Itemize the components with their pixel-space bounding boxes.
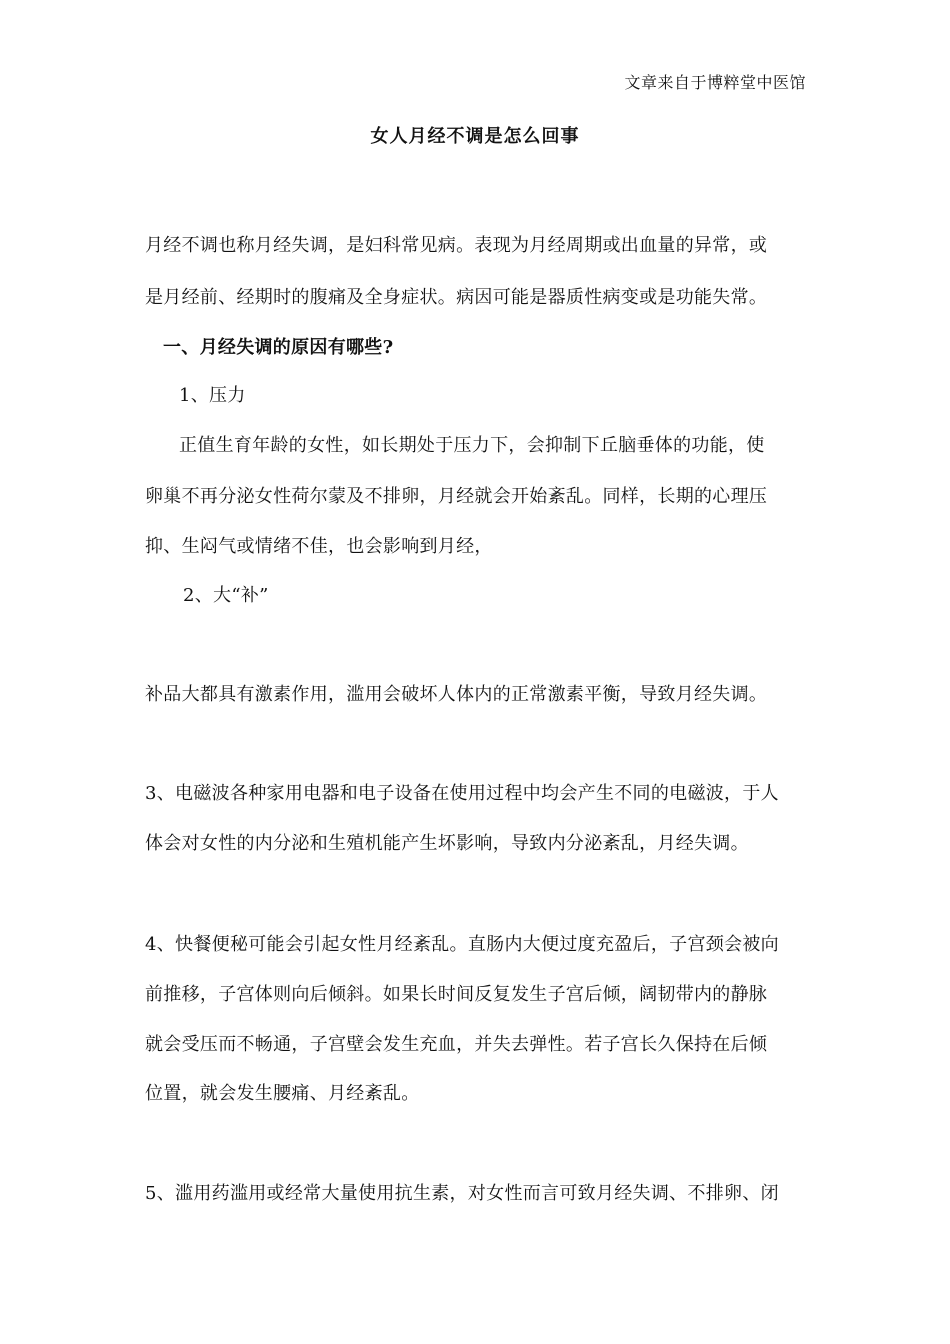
body-line: 3、电磁波各种家用电器和电子设备在使用过程中均会产生不同的电磁波，于人 — [145, 783, 779, 804]
body-line: 4、快餐便秘可能会引起女性月经紊乱。直肠内大便过度充盈后，子宫颈会被向 — [145, 934, 779, 955]
subheading: 2、大“补” — [183, 585, 269, 606]
subheading: 1、压力 — [179, 385, 246, 406]
document-title: 女人月经不调是怎么回事 — [370, 126, 580, 147]
body-line: 补品大都具有激素作用，滥用会破坏人体内的正常激素平衡，导致月经失调。 — [145, 684, 768, 705]
body-line: 正值生育年龄的女性，如长期处于压力下，会抑制下丘脑垂体的功能，使 — [179, 435, 765, 456]
body-line: 是月经前、经期时的腹痛及全身症状。病因可能是器质性病变或是功能失常。 — [145, 287, 768, 308]
body-line: 卵巢不再分泌女性荷尔蒙及不排卵，月经就会开始紊乱。同样，长期的心理压 — [145, 486, 768, 507]
body-line: 就会受压而不畅通，子宫壁会发生充血，并失去弹性。若子宫长久保持在后倾 — [145, 1034, 768, 1055]
body-line: 5、滥用药滥用或经常大量使用抗生素，对女性而言可致月经失调、不排卵、闭 — [145, 1183, 779, 1204]
source-note: 文章来自于博粹堂中医馆 — [624, 73, 806, 92]
body-line: 前推移，子宫体则向后倾斜。如果长时间反复发生子宫后倾，阔韧带内的静脉 — [145, 984, 768, 1005]
body-line: 抑、生闷气或情绪不佳，也会影响到月经， — [145, 536, 493, 557]
body-line: 体会对女性的内分泌和生殖机能产生坏影响，导致内分泌紊乱，月经失调。 — [145, 833, 749, 854]
body-line: 位置，就会发生腰痛、月经紊乱。 — [145, 1083, 420, 1104]
body-line: 月经不调也称月经失调，是妇科常见病。表现为月经周期或出血量的异常，或 — [145, 235, 768, 256]
section-heading: 一、月经失调的原因有哪些? — [163, 337, 394, 358]
